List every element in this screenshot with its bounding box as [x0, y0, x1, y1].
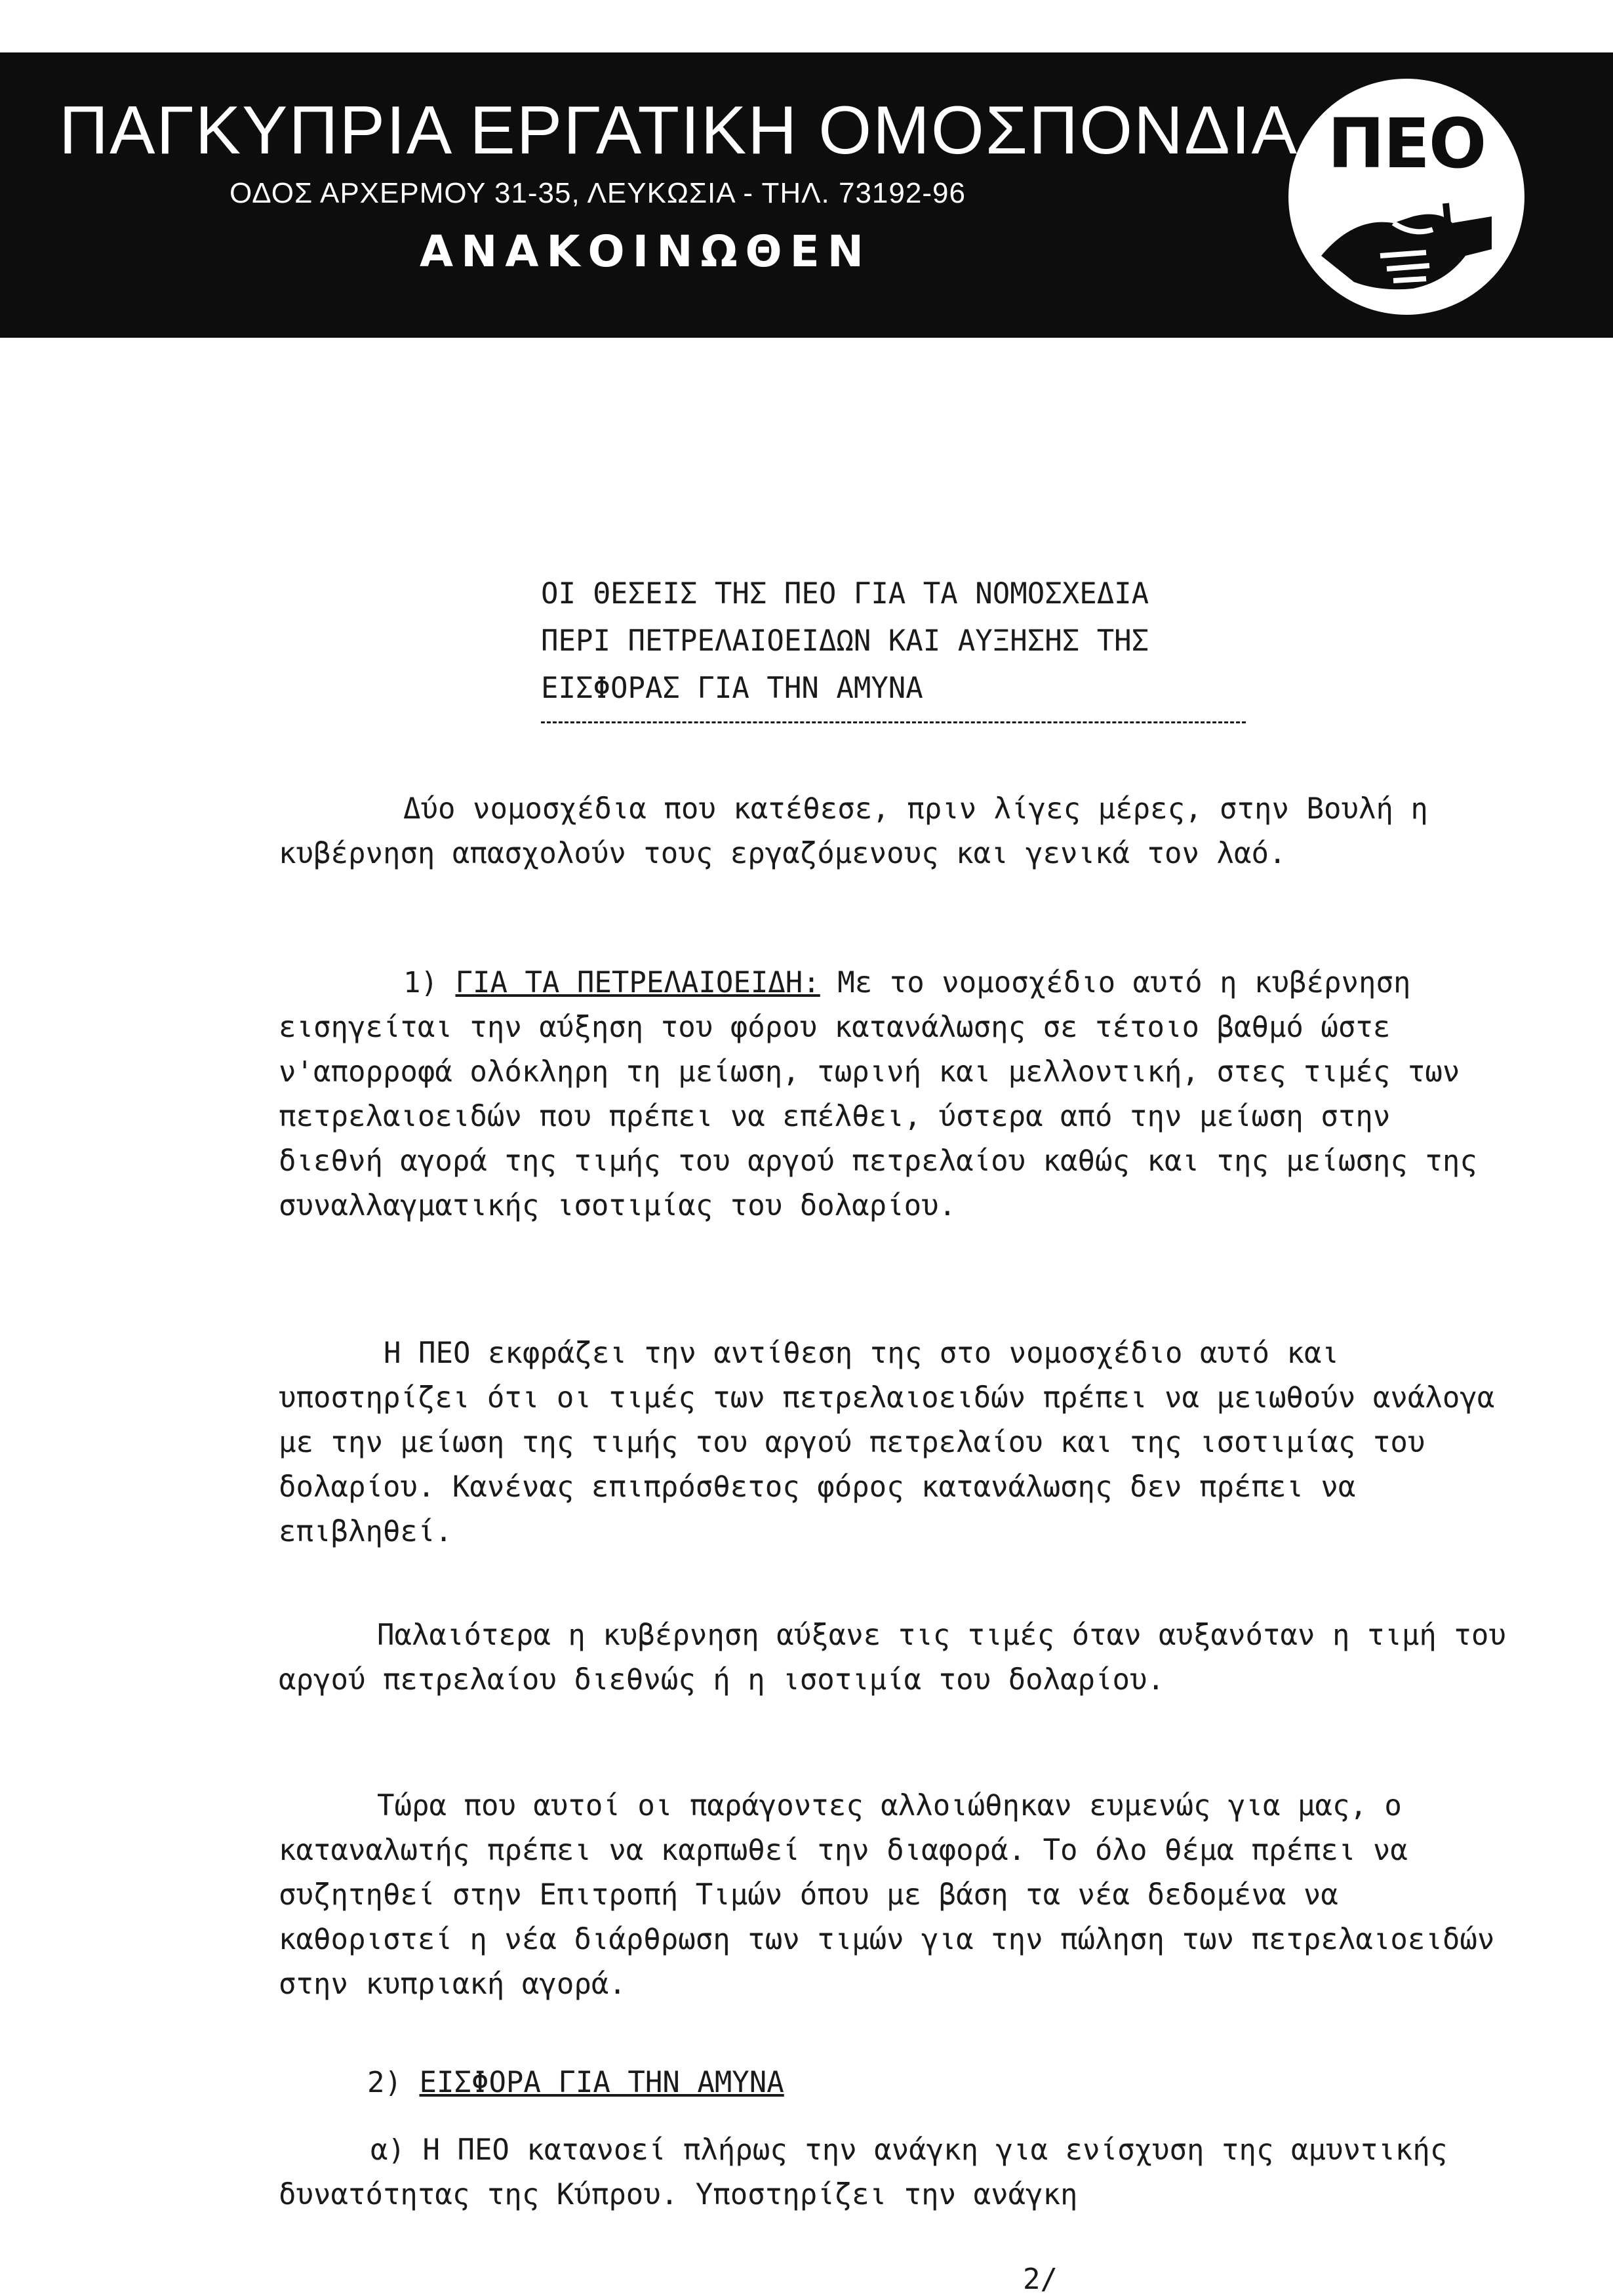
section1-paragraph	[279, 961, 1511, 1228]
logo-text: ΠΕΟ	[1327, 104, 1486, 184]
section1-number: 1)	[403, 966, 438, 999]
title-line: ΠΕΡΙ ΠΕΤΡΕΛΑΙΟΕΙΔΩΝ ΚΑΙ ΑΥΞΗΣΗΣ ΤΗΣ	[541, 624, 1149, 658]
intro-paragraph: Δύο νομοσχέδια που κατέθεσε, πριν λίγες μέρες, στην Βουλή η κυβέρνηση απασχολούν τους εργαζόμενους και γενικά τον λαό.	[279, 792, 1446, 870]
section1-paragraph-2: Η ΠΕΟ εκφράζει την αντίθεση της στο νομοσχέδιο αυτό και υποστηρίζει ότι οι τιμές των πετρελαιοειδών πρέπει να μειωθούν ανάλογα με την μείωση της τιμής του αργού πετρελαίου και της ισοτιμίας του δολαρίου. Κανένας επιπρόσθετος φόρος κατανάλωσης δεν πρέπει να επιβληθεί.	[279, 1337, 1512, 1548]
handshake-icon	[1315, 177, 1498, 295]
section1-paragraph-4: Τώρα που αυτοί οι παράγοντες αλλοιώθηκαν ευμενώς για μας, ο καταναλωτής πρέπει να καρπωθεί την διαφορά. Το όλο θέμα πρέπει να συζητηθεί στην Επιτροπή Τιμών όπου με βάση τα νέα δεδομένα να καθοριστεί η νέα διάρθρωση των τιμών για την πώληση των πετρελαιοειδών στην κυπριακή αγορά.	[279, 1789, 1512, 2001]
organization-name: ΠΑΓΚΥΠΡΙΑ ΕΡΓΑΤΙΚΗ ΟΜΟΣΠΟΝΔΙΑ	[59, 92, 1298, 169]
section1-text: Με το νομοσχέδιο αυτό η κυβέρνηση εισηγείται την αύξηση του φόρου κατανάλωσης σε τέτοιο βαθμό ώστε ν'απορροφά ολόκληρη τη μείωση, τωρινή και μελλοντική, στες τιμές των πετρελαιοειδών που πρέπει να επέλθει, ύστερα από την μείωση στην διεθνή αγορά της τιμής του αργού πετρελαίου καθώς και της μείωσης της συναλλαγματικής ισοτιμίας του δολαρίου.	[279, 966, 1495, 1222]
statement-title	[541, 571, 1149, 712]
section2-paragraph-a: α) Η ΠΕΟ κατανοεί πλήρως την ανάγκη για ενίσχυση της αμυντικής δυνατότητας της Κύπρου. Υποστηρίζει την ανάγκη	[279, 2133, 1465, 2211]
title-underline	[541, 721, 1246, 723]
peo-logo	[1288, 79, 1524, 315]
section2-number: 2)	[367, 2066, 402, 2099]
section2-heading: ΕΙΣΦΟΡΑ ΓΙΑ ΤΗΝ ΑΜΥΝΑ	[419, 2066, 784, 2099]
letterhead-banner	[0, 52, 1613, 338]
section1-heading: ΓΙΑ ΤΑ ΠΕΤΡΕΛΑΙΟΕΙΔΗ:	[455, 966, 820, 999]
page-number: 2/	[1023, 2263, 1058, 2296]
document-type: ΑΝΑΚΟΙΝΩΘΕΝ	[420, 226, 871, 277]
section2-heading-row	[367, 2066, 784, 2099]
title-line: ΟΙ ΘΕΣΕΙΣ ΤΗΣ ΠΕΟ ΓΙΑ ΤΑ ΝΟΜΟΣΧΕΔΙΑ	[541, 577, 1149, 611]
title-line: ΕΙΣΦΟΡΑΣ ΓΙΑ ΤΗΝ ΑΜΥΝΑ	[541, 672, 923, 705]
section1-paragraph-3: Παλαιότερα η κυβέρνηση αύξανε τις τιμές όταν αυξανόταν η τιμή του αργού πετρελαίου διεθνώς ή η ισοτιμία του δολαρίου.	[279, 1619, 1524, 1697]
organization-address: ΟΔΟΣ ΑΡΧΕΡΜΟΥ 31-35, ΛΕΥΚΩΣΙΑ - ΤΗΛ. 73192-96	[229, 177, 966, 209]
